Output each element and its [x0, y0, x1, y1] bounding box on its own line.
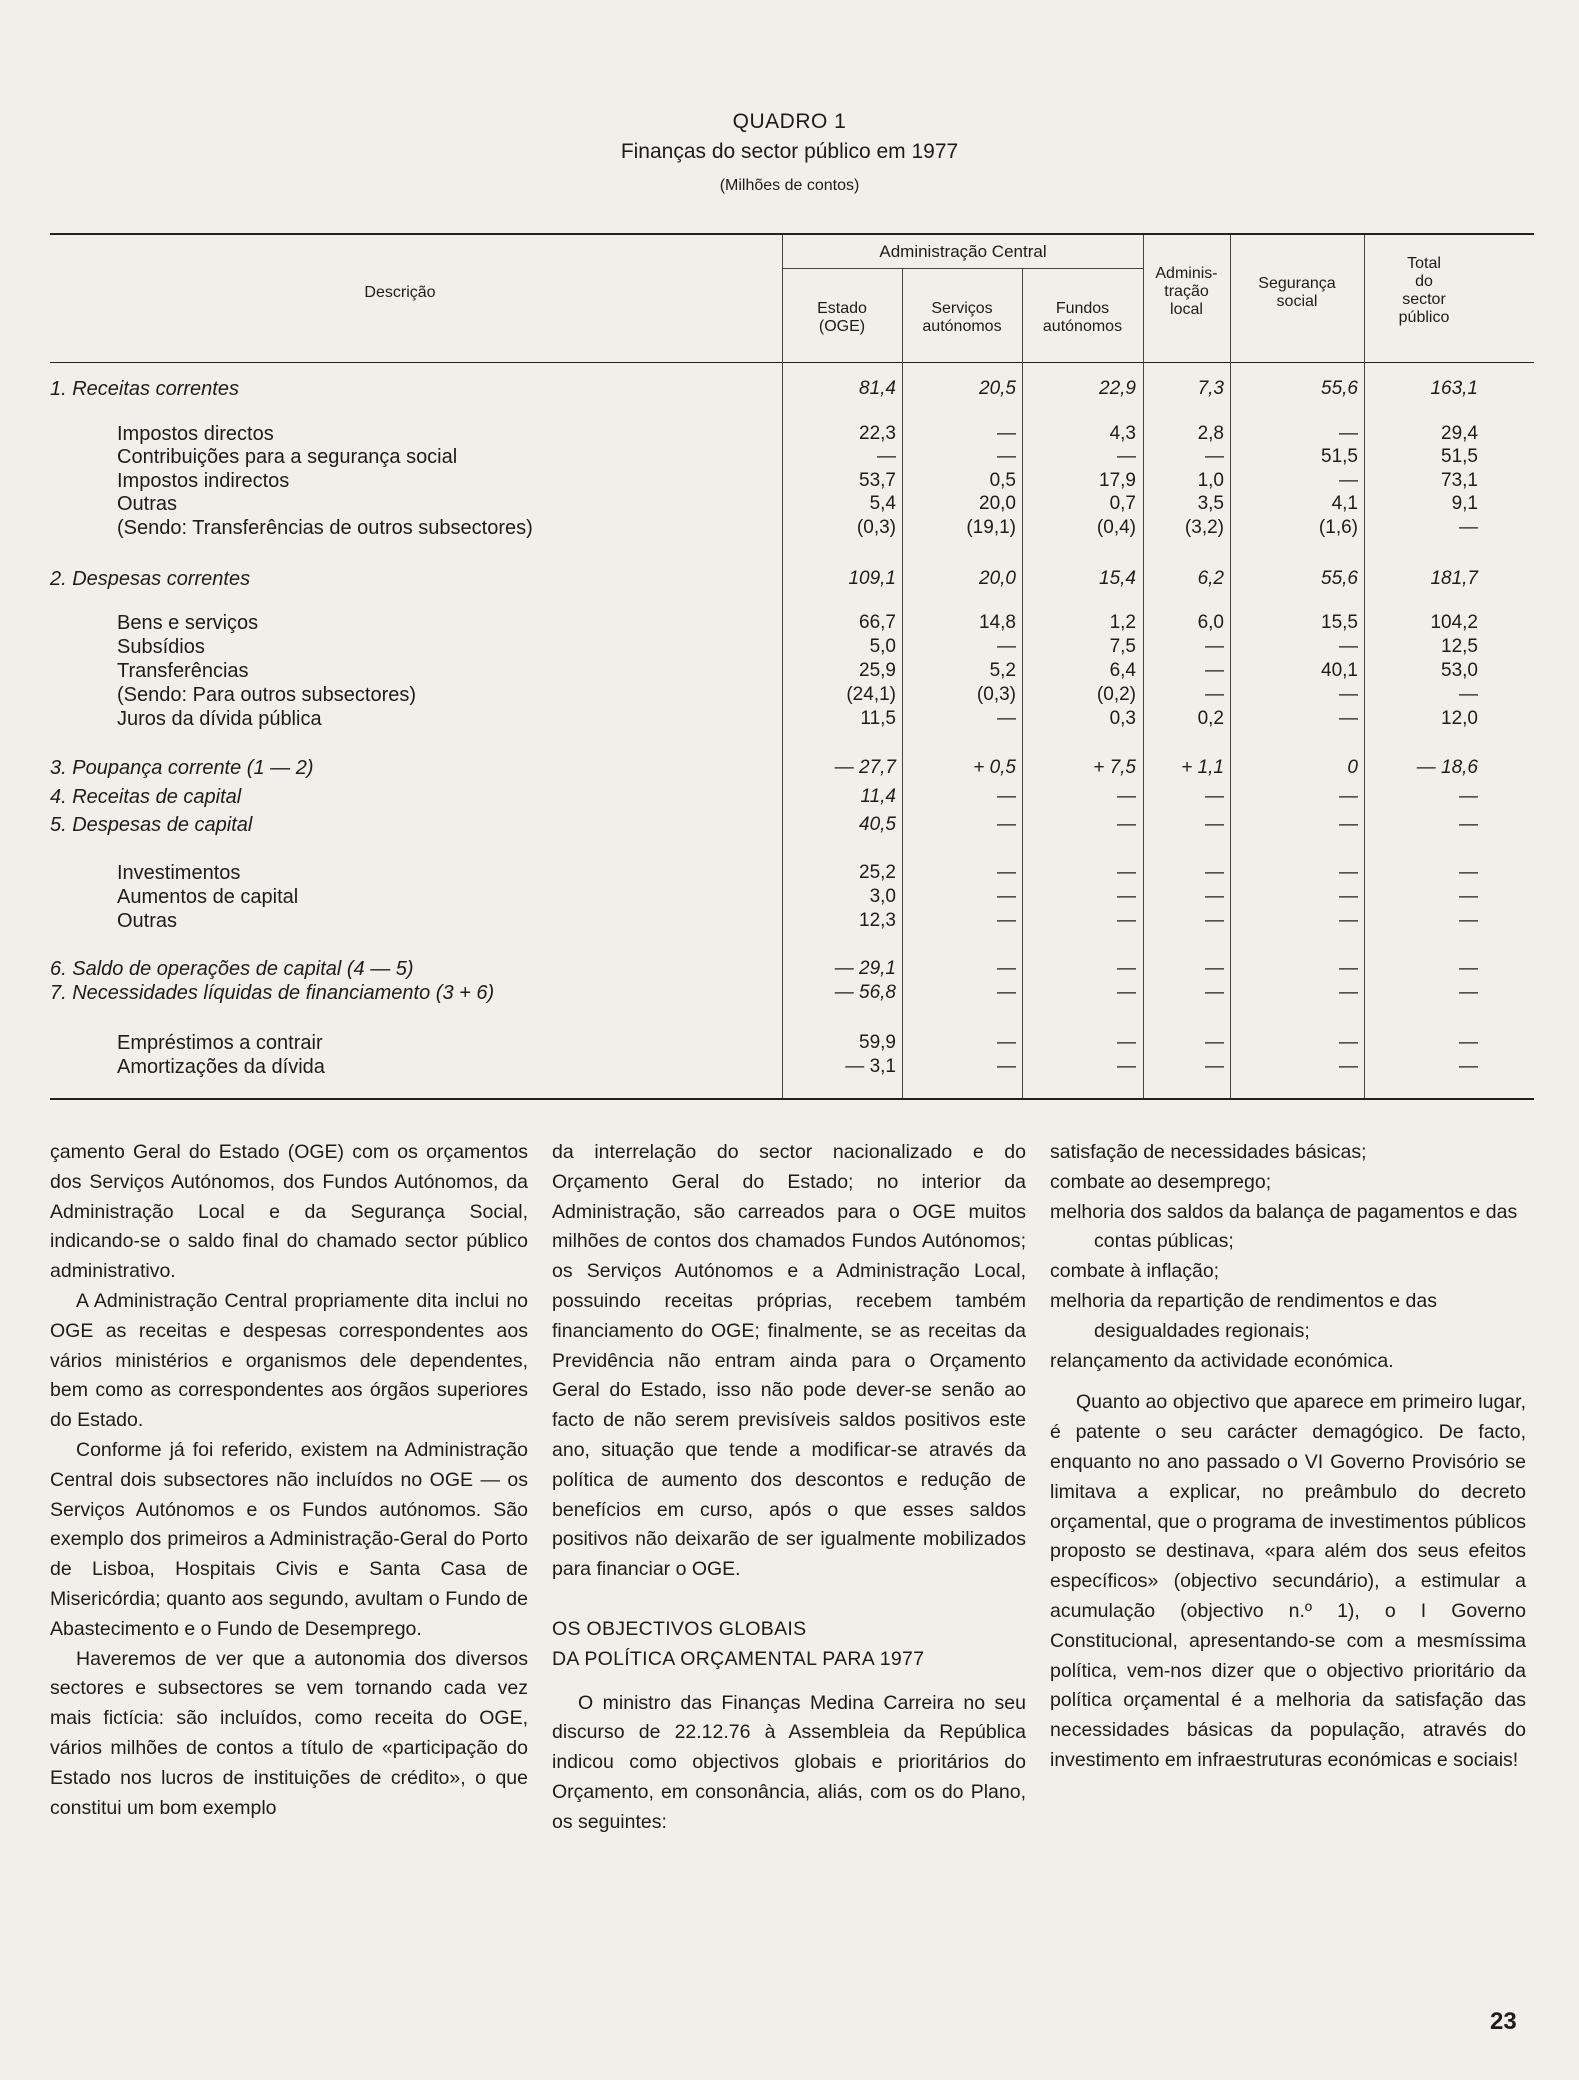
- table-cell-fundos: 0,7: [1109, 493, 1136, 514]
- table-cell-local: —: [1205, 886, 1224, 907]
- table-cell-servicos: 5,2: [989, 660, 1016, 681]
- table-cell-fundos: 15,4: [1099, 568, 1136, 589]
- table-units: (Milhões de contos): [719, 177, 860, 194]
- table-cell-seguranca: —: [1339, 862, 1358, 883]
- paragraph: O ministro das Finanças Medina Carreira no seu discurso de 22.12.76 à Assembleia da República indicou como objectivos globais e prioritários do Orçamento, em consonância, aliás, com os do Plano, os seguintes:: [552, 1691, 1026, 1833]
- table-cell-estado: 11,4: [860, 786, 896, 807]
- table-row-label: 7. Necessidades líquidas de financiamento (3 + 6): [50, 982, 495, 1004]
- table-cell-local: 1,0: [1197, 470, 1224, 491]
- table-cell-servicos: —: [997, 423, 1016, 444]
- table-cell-seguranca: —: [1339, 1056, 1358, 1077]
- table-cell-servicos: —: [997, 636, 1016, 657]
- table-cell-servicos: —: [997, 708, 1016, 729]
- header-estado: Estado (OGE): [817, 300, 867, 335]
- objective-list-item: relançamento da actividade económica.: [1050, 1349, 1394, 1372]
- table-cell-estado: — 27,7: [834, 757, 896, 778]
- table-cell-servicos: 14,8: [979, 612, 1016, 633]
- table-cell-estado: 109,1: [848, 568, 896, 589]
- objective-list-item: melhoria da repartição de rendimentos e das desigualdades regionais;: [1050, 1289, 1437, 1342]
- col-separator: [1230, 235, 1231, 1098]
- table-cell-total: —: [1459, 886, 1478, 907]
- table-cell-seguranca: —: [1339, 982, 1358, 1003]
- table-cell-local: 6,2: [1197, 568, 1224, 589]
- table-cell-local: —: [1205, 636, 1224, 657]
- table-cell-local: —: [1205, 1032, 1224, 1053]
- table-cell-fundos: —: [1117, 814, 1136, 835]
- table-cell-servicos: 20,0: [979, 568, 1016, 589]
- objective-list-item: combate ao desemprego;: [1050, 1170, 1272, 1193]
- table-cell-total: 53,0: [1441, 660, 1478, 681]
- table-cell-local: + 1,1: [1181, 757, 1224, 778]
- table-cell-total: —: [1459, 684, 1478, 705]
- table-cell-total: 9,1: [1451, 493, 1478, 514]
- table-cell-total: —: [1459, 517, 1478, 538]
- table-cell-fundos: 4,3: [1109, 423, 1136, 444]
- header-seguranca: Segurança social: [1258, 275, 1336, 310]
- objective-list-item: melhoria dos saldos da balança de pagamentos e das contas públicas;: [1050, 1200, 1518, 1253]
- table-cell-seguranca: 40,1: [1321, 660, 1358, 681]
- table-cell-servicos: —: [997, 958, 1016, 979]
- table-cell-estado: (0,3): [856, 517, 896, 538]
- table-cell-seguranca: —: [1339, 470, 1358, 491]
- table-cell-estado: 81,4: [859, 378, 896, 399]
- table-cell-local: —: [1205, 786, 1224, 807]
- table-cell-total: —: [1459, 1032, 1478, 1053]
- table-cell-local: —: [1205, 958, 1224, 979]
- table-cell-total: —: [1459, 814, 1478, 835]
- table-cell-servicos: —: [997, 886, 1016, 907]
- table-caption: QUADRO 1: [732, 110, 847, 133]
- table-cell-total: 73,1: [1441, 470, 1478, 491]
- table-cell-seguranca: —: [1339, 886, 1358, 907]
- table-cell-seguranca: 55,6: [1321, 568, 1358, 589]
- table-row-label: (Sendo: Para outros subsectores): [117, 684, 417, 706]
- table-cell-estado: 25,2: [859, 862, 896, 883]
- table-cell-estado: 5,4: [869, 493, 896, 514]
- table-cell-fundos: + 7,5: [1093, 757, 1136, 778]
- table-row-label: Empréstimos a contrair: [117, 1032, 323, 1054]
- table-cell-total: 12,0: [1441, 708, 1478, 729]
- table-cell-fundos: 22,9: [1099, 378, 1136, 399]
- table-cell-seguranca: —: [1339, 684, 1358, 705]
- table-cell-estado: 12,3: [859, 910, 896, 931]
- table-cell-estado: 22,3: [859, 423, 896, 444]
- table-row-label: 1. Receitas correntes: [50, 378, 239, 400]
- table-row-label: 3. Poupança corrente (1 — 2): [50, 757, 314, 779]
- paragraph: A Administração Central propriamente dita inclui no OGE as receitas e despesas correspondentes aos vários ministérios e organismos dele dependentes, bem como as correspondentes aos órgãos superiores do Estado.: [50, 1289, 528, 1432]
- admin-central-rule: [782, 268, 1144, 269]
- table-cell-total: —: [1459, 786, 1478, 807]
- table-cell-servicos: 0,5: [989, 470, 1016, 491]
- paragraph: Quanto ao objectivo que aparece em primeiro lugar, é patente o seu carácter demagógico. De facto, enquanto no ano passado o VI Governo Provisório se limitava a explicar, no preâmbulo do decreto orçamental, que o programa de investimentos públicos proposto se destinava, «para além dos seus efeitos específicos» (objectivo secundário), a estimular a acumulação (objectivo n.º 1), o I Governo Constitucional, apresentando-se com a mesmíssima política, vem-nos dizer que o objectivo prioritário da política orçamental é a melhoria da satisfação das necessidades básicas da população, através do investimento em infraestruturas económicas e sociais!: [1050, 1391, 1526, 1771]
- table-cell-servicos: (19,1): [966, 517, 1016, 538]
- table-cell-estado: 11,5: [860, 708, 896, 729]
- header-servicos: Serviços autónomos: [922, 300, 1002, 335]
- table-cell-seguranca: —: [1339, 958, 1358, 979]
- table-cell-fundos: 0,3: [1109, 708, 1136, 729]
- table-row-label: Outras: [117, 493, 178, 515]
- table-cell-estado: — 56,8: [834, 982, 896, 1003]
- table-cell-total: —: [1459, 862, 1478, 883]
- table-cell-fundos: —: [1117, 1056, 1136, 1077]
- table-cell-fundos: —: [1117, 886, 1136, 907]
- table-row-label: 2. Despesas correntes: [50, 568, 251, 590]
- table-cell-fundos: —: [1117, 446, 1136, 467]
- table-cell-total: 29,4: [1441, 423, 1478, 444]
- table-cell-seguranca: 4,1: [1331, 493, 1358, 514]
- table-row-label: 6. Saldo de operações de capital (4 — 5): [50, 958, 414, 980]
- table-cell-estado: 66,7: [859, 612, 896, 633]
- table-cell-seguranca: —: [1339, 910, 1358, 931]
- table-cell-fundos: —: [1117, 786, 1136, 807]
- table-cell-servicos: 20,5: [979, 378, 1016, 399]
- table-cell-servicos: —: [997, 786, 1016, 807]
- table-cell-fundos: —: [1117, 1032, 1136, 1053]
- table-cell-local: 0,2: [1197, 708, 1224, 729]
- header-admin-central: Administração Central: [879, 242, 1047, 261]
- table-cell-local: —: [1205, 982, 1224, 1003]
- table-cell-local: 2,8: [1197, 423, 1224, 444]
- table-row-label: Amortizações da dívida: [117, 1056, 325, 1078]
- paragraph: Haveremos de ver que a autonomia dos diversos sectores e subsectores se vem tornando cada vez mais fictícia: são incluídos, como receita do OGE, vários milhões de contos a título de «participação do Estado nos lucros de instituições de crédito», o que constitui um bom exemplo: [50, 1647, 528, 1819]
- text-column-1: [50, 1138, 528, 1823]
- objective-list-item: satisfação de necessidades básicas;: [1050, 1141, 1367, 1163]
- table-cell-fundos: (0,4): [1096, 517, 1136, 538]
- table-cell-total: 163,1: [1430, 378, 1478, 399]
- table-cell-servicos: + 0,5: [973, 757, 1016, 778]
- table-row-label: Subsídios: [117, 636, 205, 658]
- table-cell-local: —: [1205, 660, 1224, 681]
- objective-list-item: combate à inflação;: [1050, 1260, 1220, 1283]
- table-cell-servicos: (0,3): [976, 684, 1016, 705]
- table-cell-local: —: [1205, 684, 1224, 705]
- table-row-label: Juros da dívida pública: [117, 708, 322, 730]
- table-row-label: Contribuições para a segurança social: [117, 446, 458, 468]
- paragraph: da interrelação do sector nacionalizado e do Orçamento Geral do Estado; no interior da Administração, são carreados para o OGE muitos milhões de contos dos chamados Fundos Autónomos; os Serviços Autónomos e a Administração Local, possuindo receitas próprias, recebem também financiamento do OGE; finalmente, se as receitas da Previdência não entram ainda para o Orçamento Geral do Estado, isso não pode dever-se senão ao facto de não serem previsíveis saldos positivos este ano, situação que tende a modificar-se através da política de aumento dos descontos e redução de benefícios em curso, após o que esses saldos positivos não deixarão de ser igualmente mobilizados para financiar o OGE.: [552, 1141, 1026, 1581]
- table-cell-estado: 53,7: [859, 470, 896, 491]
- table-cell-total: 12,5: [1441, 636, 1478, 657]
- table-cell-estado: 40,5: [859, 814, 896, 835]
- text-column-2: [552, 1138, 1026, 1838]
- table-cell-servicos: —: [997, 1056, 1016, 1077]
- table-cell-seguranca: (1,6): [1318, 517, 1358, 538]
- table-cell-seguranca: —: [1339, 786, 1358, 807]
- table-cell-servicos: —: [997, 446, 1016, 467]
- table-cell-servicos: —: [997, 982, 1016, 1003]
- table-cell-estado: 3,0: [869, 886, 896, 907]
- table-cell-total: —: [1459, 982, 1478, 1003]
- table-cell-total: 104,2: [1430, 612, 1478, 633]
- table-cell-fundos: —: [1117, 862, 1136, 883]
- table-cell-seguranca: 51,5: [1321, 446, 1358, 467]
- table-cell-estado: (24,1): [846, 684, 896, 705]
- table-cell-fundos: 7,5: [1109, 636, 1136, 657]
- table-cell-seguranca: 0: [1347, 757, 1358, 778]
- table-cell-seguranca: —: [1339, 708, 1358, 729]
- table-row-label: 4. Receitas de capital: [50, 786, 242, 808]
- table-cell-seguranca: —: [1339, 423, 1358, 444]
- table-cell-total: 51,5: [1441, 446, 1478, 467]
- table-cell-total: —: [1459, 958, 1478, 979]
- table-cell-servicos: 20,0: [979, 493, 1016, 514]
- table-cell-estado: —: [877, 446, 896, 467]
- section-heading: DA POLÍTICA ORÇAMENTAL PARA 1977: [552, 1647, 925, 1670]
- table-cell-fundos: 17,9: [1099, 470, 1136, 491]
- table-row-label: Investimentos: [117, 862, 241, 884]
- table-cell-estado: 25,9: [859, 660, 896, 681]
- header-total: Total do sector público: [1398, 255, 1450, 326]
- table-row-label: Impostos indirectos: [117, 470, 290, 492]
- table-cell-fundos: —: [1117, 958, 1136, 979]
- table-cell-estado: 5,0: [869, 636, 896, 657]
- table-cell-fundos: 1,2: [1109, 612, 1136, 633]
- table-cell-seguranca: —: [1339, 1032, 1358, 1053]
- table-cell-estado: 59,9: [859, 1032, 896, 1053]
- table-cell-estado: — 3,1: [845, 1056, 896, 1077]
- table-cell-seguranca: 55,6: [1321, 378, 1358, 399]
- table-cell-local: 6,0: [1197, 612, 1224, 633]
- table-cell-servicos: —: [997, 910, 1016, 931]
- page-number: 23: [1490, 2008, 1517, 2035]
- table-cell-total: 181,7: [1430, 568, 1478, 589]
- table-cell-local: —: [1205, 910, 1224, 931]
- header-descricao: Descrição: [364, 284, 436, 301]
- header-admin-local: Adminis- tração local: [1155, 265, 1218, 318]
- table-cell-estado: — 29,1: [834, 958, 896, 979]
- table-cell-fundos: 6,4: [1109, 660, 1136, 681]
- table-cell-local: —: [1205, 862, 1224, 883]
- table-cell-seguranca: —: [1339, 814, 1358, 835]
- table-title: Finanças do sector público em 1977: [620, 140, 959, 163]
- paragraph: çamento Geral do Estado (OGE) com os orçamentos dos Serviços Autónomos, dos Fundos Autónomos, da Administração Local e da Segurança Social, indicando-se o saldo final do chamado sector público administrativo.: [50, 1141, 528, 1283]
- table-cell-fundos: —: [1117, 982, 1136, 1003]
- table-row-label: Bens e serviços: [117, 612, 259, 634]
- table-cell-local: —: [1205, 1056, 1224, 1077]
- table-cell-fundos: —: [1117, 910, 1136, 931]
- table-cell-total: —: [1459, 910, 1478, 931]
- table-cell-fundos: (0,2): [1096, 684, 1136, 705]
- table-cell-local: —: [1205, 814, 1224, 835]
- table-row-label: Outras: [117, 910, 178, 932]
- table-cell-total: — 18,6: [1416, 757, 1478, 778]
- table-cell-local: —: [1205, 446, 1224, 467]
- text-column-3: [1050, 1138, 1526, 1776]
- paragraph: Conforme já foi referido, existem na Administração Central dois subsectores não incluídos no OGE — os Serviços Autónomos e os Fundos autónomos. São exemplo dos primeiros a Administração-Geral do Porto de Lisboa, Hospitais Civis e Santa Casa de Misericórdia; quanto aos segundo, avultam o Fundo de Abastecimento e o Fundo de Desemprego.: [50, 1438, 528, 1640]
- table-cell-seguranca: —: [1339, 636, 1358, 657]
- section-heading: OS OBJECTIVOS GLOBAIS: [552, 1617, 807, 1640]
- table-cell-servicos: —: [997, 862, 1016, 883]
- table-row-label: 5. Despesas de capital: [50, 814, 253, 836]
- table-header-rule: [50, 362, 1534, 363]
- header-fundos: Fundos autónomos: [1042, 300, 1123, 335]
- table-cell-servicos: —: [997, 1032, 1016, 1053]
- table-row-label: Transferências: [117, 660, 249, 682]
- table-cell-local: (3,2): [1184, 517, 1224, 538]
- table-row-label: Impostos directos: [117, 423, 274, 445]
- table-bottom-rule: [50, 1098, 1534, 1100]
- table-row-label: Aumentos de capital: [117, 886, 299, 908]
- table-cell-servicos: —: [997, 814, 1016, 835]
- table-row-label: (Sendo: Transferências de outros subsectores): [117, 517, 533, 539]
- table-top-rule: [50, 233, 1534, 235]
- table-cell-seguranca: 15,5: [1321, 612, 1358, 633]
- table-cell-total: —: [1459, 1056, 1478, 1077]
- table-cell-local: 7,3: [1197, 378, 1224, 399]
- table-cell-local: 3,5: [1197, 493, 1224, 514]
